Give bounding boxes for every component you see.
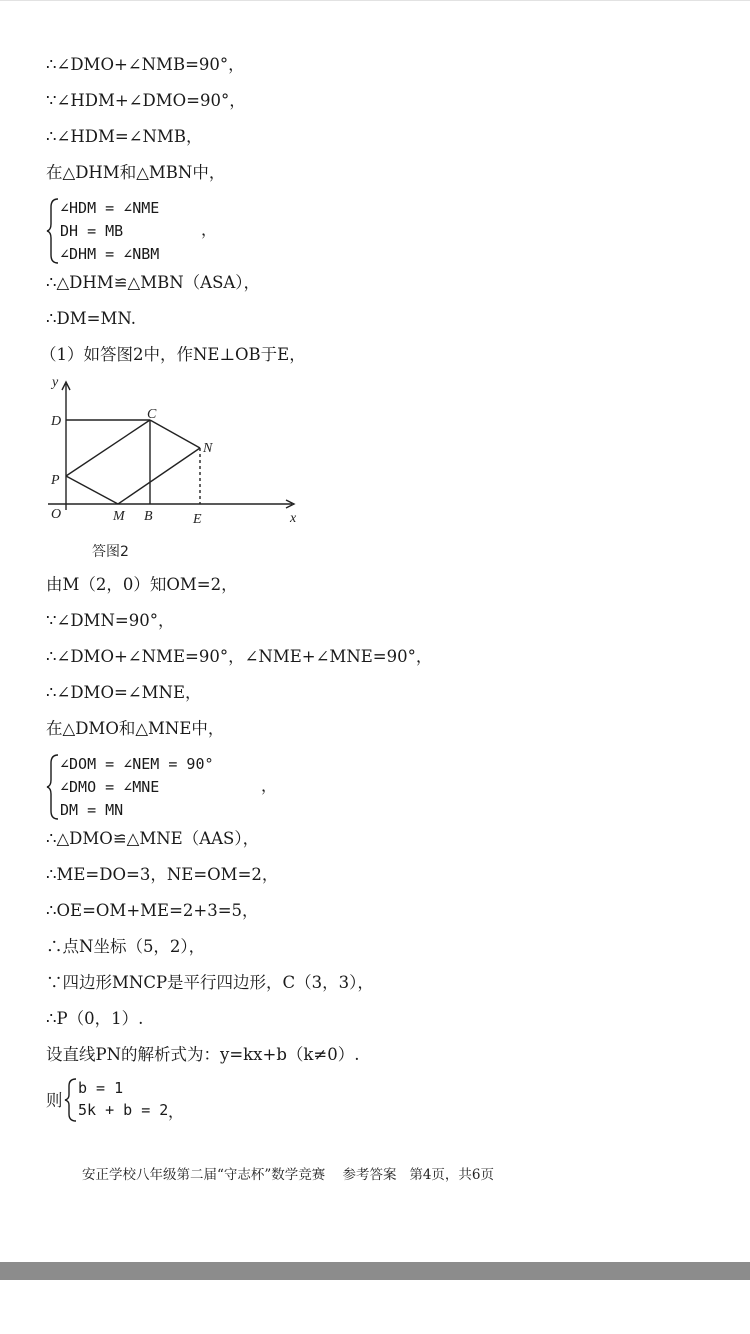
label-P: P — [51, 473, 60, 488]
left-brace-icon — [46, 753, 60, 821]
text-line: ∵∠HDM+∠DMO=90°， — [46, 91, 246, 110]
punctuation: ， — [168, 1102, 185, 1121]
text-line: ∴△DHM≌△MBN（ASA）， — [46, 273, 261, 292]
geometry-figure — [40, 372, 310, 562]
text-line: 在△DMO和△MNE中， — [46, 719, 225, 738]
label-C: C — [147, 407, 157, 422]
system-prefix: 则 — [46, 1091, 63, 1110]
label-y: y — [52, 375, 59, 390]
text-line: ∴OE=OM+ME=2+3=5， — [46, 901, 259, 920]
equation-system-2 — [46, 753, 346, 821]
text-line: ∴∠HDM=∠NMB， — [46, 127, 203, 146]
left-brace-icon — [46, 197, 60, 265]
text-line: ∴P（0，1）. — [46, 1009, 144, 1028]
top-divider — [0, 0, 750, 1]
text-line: ∴DM=MN. — [46, 309, 136, 328]
label-D: D — [51, 414, 62, 429]
text-line: ∴∠DMO+∠NME=90°，∠NME+∠MNE=90°， — [46, 647, 433, 666]
equation: DH = MB — [60, 222, 124, 240]
equation: ∠DHM = ∠NBM — [60, 245, 160, 263]
equation: ∠HDM = ∠NME — [60, 199, 160, 217]
text-line: （1）如答图2中，作NE⊥OB于E， — [40, 345, 306, 364]
equation: DM = MN — [60, 801, 124, 819]
segment-MN — [118, 448, 200, 504]
equation: 5k + b = 2 — [78, 1101, 169, 1119]
figure-caption: 答图2 — [92, 544, 129, 560]
equation-system-1 — [46, 197, 346, 265]
punctuation: ， — [201, 220, 218, 239]
text-line: 由M（2，0）知OM=2， — [46, 575, 238, 594]
label-E: E — [193, 512, 202, 527]
equation: ∠DOM = ∠NEM = 90° — [60, 755, 214, 773]
segment-PM — [66, 476, 118, 504]
segment-PC — [66, 420, 150, 476]
text-line: ∴ME=DO=3，NE=OM=2， — [46, 865, 279, 884]
text-line: 在△DHM和△MBN中， — [46, 163, 226, 182]
label-M: M — [113, 509, 125, 524]
text-line: ∴∠DMO+∠NMB=90°， — [46, 55, 245, 74]
text-line: ∵∠DMN=90°， — [46, 611, 175, 630]
text-line: ∵四边形MNCP是平行四边形，C（3，3）， — [46, 973, 374, 992]
label-x: x — [290, 511, 297, 526]
equation: b = 1 — [78, 1079, 124, 1097]
equation-system-3 — [64, 1077, 264, 1123]
text-line: ∴点N坐标（5，2）， — [46, 937, 206, 956]
equation: ∠DMO = ∠MNE — [60, 778, 160, 796]
text-line: ∴△DMO≌△MNE（AAS）， — [46, 829, 260, 848]
punctuation: ， — [261, 776, 278, 795]
segment-CN — [150, 420, 200, 448]
label-N: N — [203, 441, 213, 456]
left-brace-icon — [64, 1077, 78, 1123]
text-line: ∴∠DMO=∠MNE， — [46, 683, 202, 702]
bottom-bar — [0, 1262, 750, 1280]
page-footer: 安正学校八年级第二届“守志杯”数学竞赛 参考答案 第4页，共6页 — [82, 1167, 495, 1183]
label-B: B — [144, 509, 153, 524]
text-line: 设直线PN的解析式为：y=kx+b（k≠0）. — [46, 1045, 360, 1064]
label-O: O — [51, 507, 62, 522]
